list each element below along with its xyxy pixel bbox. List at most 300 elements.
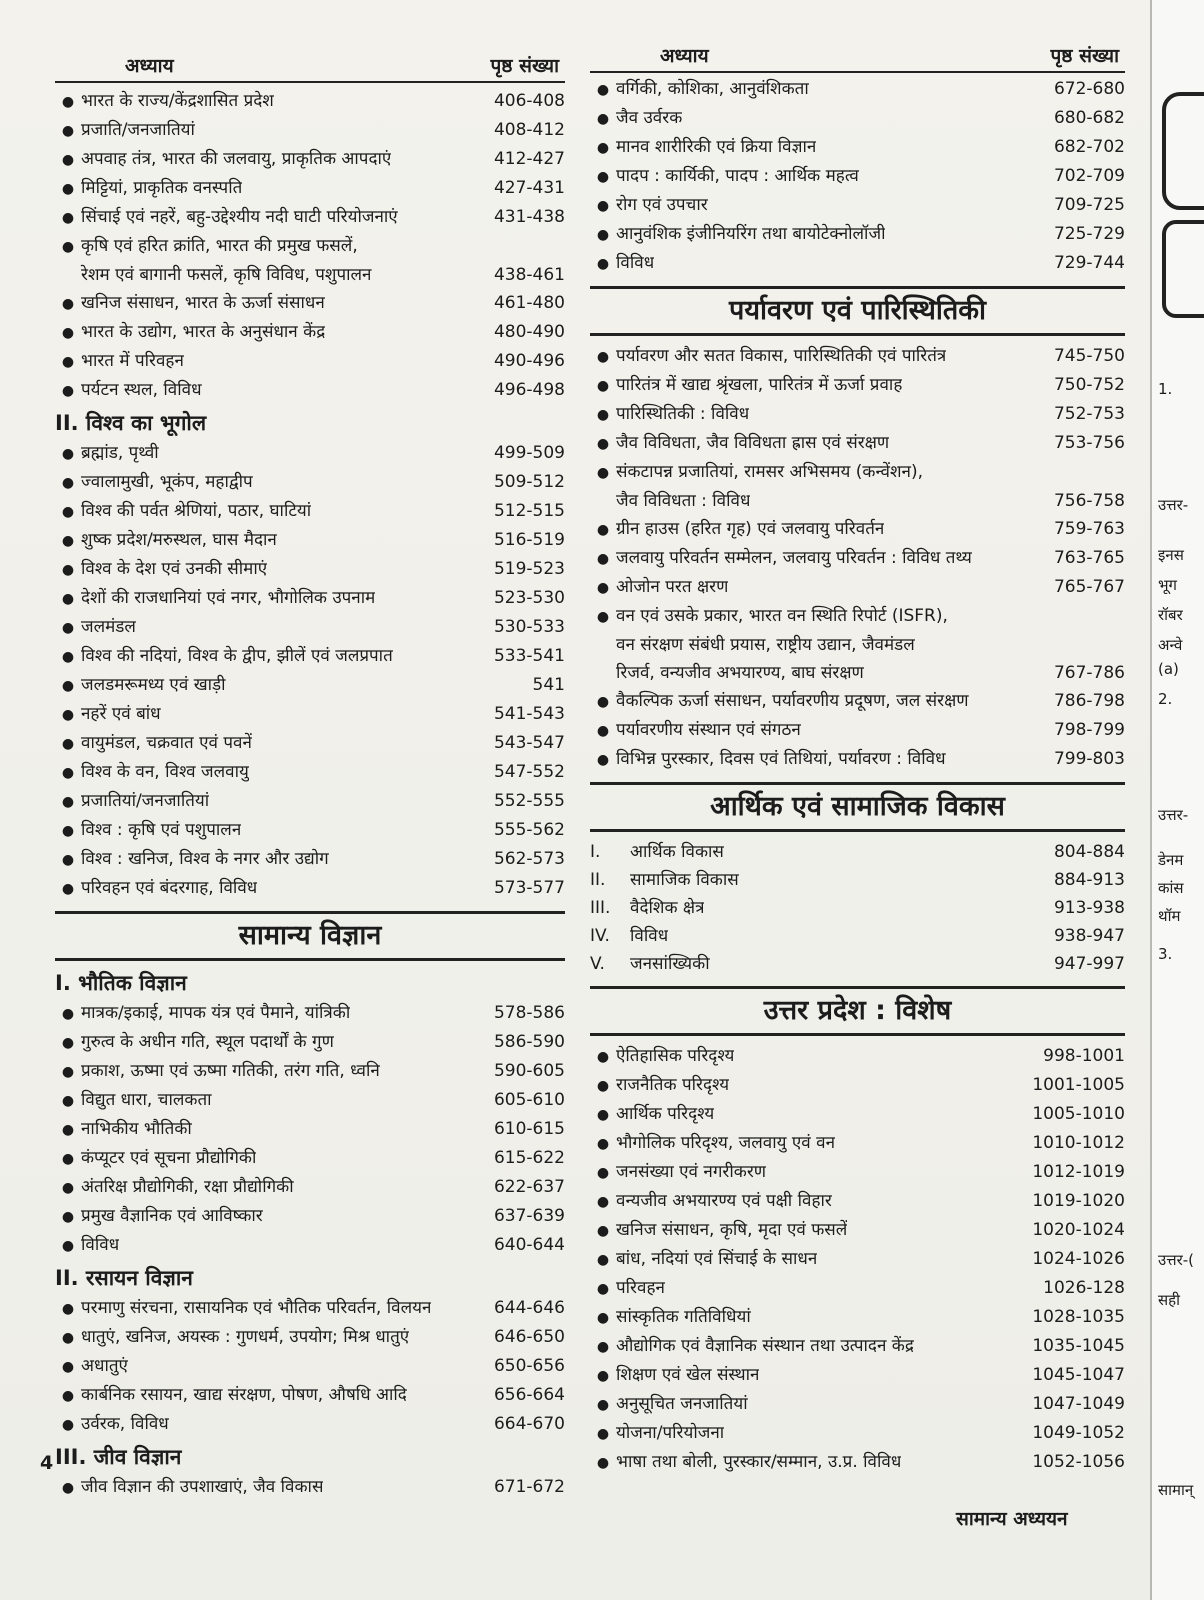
entry-page-range: 702-709 — [1053, 166, 1125, 186]
edge-text-fragment: रॉबर — [1158, 606, 1183, 624]
entry-label: गुरुत्व के अधीन गति, स्थूल पदार्थों के गुण — [81, 1032, 334, 1052]
bullet-icon: ● — [596, 227, 610, 243]
entry-page-range: 615-622 — [493, 1148, 565, 1168]
toc-entry — [55, 116, 565, 145]
entry-label: भारत के उद्योग, भारत के अनुसंधान केंद्र — [81, 322, 326, 342]
toc-entry — [55, 497, 565, 526]
bullet-icon: ● — [596, 522, 610, 538]
toc-entry — [55, 613, 565, 642]
bullet-icon: ● — [61, 446, 75, 462]
entry-label: खनिज संसाधन, कृषि, मृदा एवं फसलें — [616, 1220, 848, 1240]
entry-label: पारितंत्र में खाद्य श्रृंखला, पारितंत्र में ऊर्जा प्रवाह — [616, 375, 903, 395]
entry-label: ऐतिहासिक परिदृश्य — [616, 1046, 735, 1066]
toc-entry — [55, 1202, 565, 1231]
entry-page-range: 672-680 — [1053, 79, 1125, 99]
bullet-icon: ● — [61, 736, 75, 752]
toc-entry — [590, 162, 1125, 191]
entry-page-range: 1035-1045 — [1032, 1336, 1125, 1356]
entry-page-range: 523-530 — [493, 588, 565, 608]
entry-label: जीव विज्ञान की उपशाखाएं, जैव विकास — [81, 1477, 324, 1497]
entry-page-range: 516-519 — [493, 530, 565, 550]
bullet-icon: ● — [61, 765, 75, 781]
entry-page-range: 408-412 — [493, 120, 565, 140]
entry-page-range: 644-646 — [493, 1298, 565, 1318]
entry-label: सांस्कृतिक गतिविधियां — [616, 1307, 751, 1327]
bullet-icon: ● — [596, 1194, 610, 1210]
toc-entry — [55, 1231, 565, 1260]
entry-label: जनसंख्या एवं नगरीकरण — [616, 1162, 767, 1182]
entry-page-range: 637-639 — [493, 1206, 565, 1226]
entry-label: मिट्टियां, प्राकृतिक वनस्पति — [81, 178, 243, 198]
entry-page-range: 1010-1012 — [1032, 1133, 1125, 1153]
entry-label: विश्व की पर्वत श्रेणियां, पठार, घाटियां — [81, 501, 312, 521]
entry-label: ग्रीन हाउस (हरित गृह) एवं जलवायु परिवर्तन — [616, 519, 885, 539]
entry-label: कंप्यूटर एवं सूचना प्रौद्योगिकी — [81, 1148, 257, 1168]
bullet-icon: ● — [61, 1006, 75, 1022]
bullet-icon: ● — [61, 852, 75, 868]
bullet-icon: ● — [596, 1397, 610, 1413]
toc-entry — [55, 700, 565, 729]
entry-page-range: 586-590 — [493, 1032, 565, 1052]
entry-label: प्रजातियां/जनजातियां — [81, 791, 210, 811]
india-geography-list — [55, 87, 565, 405]
bullet-icon: ● — [596, 140, 610, 156]
edge-text-fragment: भूग — [1158, 576, 1177, 594]
bullet-icon: ● — [596, 436, 610, 452]
entry-label: विविध — [630, 926, 669, 946]
entry-page-range: 533-541 — [493, 646, 565, 666]
entry-page-range: 1024-1026 — [1032, 1249, 1125, 1269]
entry-page-range: 656-664 — [493, 1385, 565, 1405]
roman-numeral: V. — [590, 954, 605, 974]
entry-page-range: 1019-1020 — [1032, 1191, 1125, 1211]
environment-list — [590, 342, 1125, 774]
edge-text-fragment: 1. — [1158, 380, 1173, 398]
economic-social-banner: आर्थिक एवं सामाजिक विकास — [590, 782, 1125, 832]
footer-title: सामान्य अध्ययन — [956, 1508, 1068, 1530]
entry-label: जैव उर्वरक — [616, 108, 683, 128]
toc-entry — [55, 439, 565, 468]
entry-label: पर्यावरणीय संस्थान एवं संगठन — [616, 720, 801, 740]
entry-label: सामाजिक विकास — [630, 870, 739, 890]
entry-page-range: 438-461 — [493, 265, 565, 285]
entry-page-range: 798-799 — [1053, 720, 1125, 740]
entry-label: औद्योगिक एवं वैज्ञानिक संस्थान तथा उत्पादन केंद्र — [616, 1336, 914, 1356]
bullet-icon: ● — [596, 609, 610, 625]
entry-label: आर्थिक विकास — [630, 842, 724, 862]
edge-text-fragment: 2. — [1158, 690, 1173, 708]
bullet-icon: ● — [61, 94, 75, 110]
entry-page-range: 759-763 — [1053, 519, 1125, 539]
uttar-pradesh-list — [590, 1042, 1125, 1477]
bullet-icon: ● — [596, 111, 610, 127]
bullet-icon: ● — [596, 551, 610, 567]
edge-text-fragment: अन्वे — [1158, 636, 1183, 654]
toc-entry — [55, 145, 565, 174]
entry-label: राजनैतिक परिदृश्य — [616, 1075, 730, 1095]
bullet-icon: ● — [596, 198, 610, 214]
entry-page-range: 555-562 — [493, 820, 565, 840]
edge-text-fragment: डेनम — [1158, 851, 1184, 869]
entry-page-range: 671-672 — [493, 1477, 565, 1497]
toc-entry — [55, 758, 565, 787]
entry-label: बांध, नदियां एवं सिंचाई के साधन — [616, 1249, 818, 1269]
entry-label: नाभिकीय भौतिकी — [81, 1119, 192, 1139]
toc-entry — [55, 526, 565, 555]
entry-label: भारत में परिवहन — [81, 351, 184, 371]
bullet-icon: ● — [596, 1078, 610, 1094]
entry-page-range: 947-997 — [1053, 954, 1125, 974]
general-science-banner: सामान्य विज्ञान — [55, 911, 565, 961]
bullet-icon: ● — [61, 1388, 75, 1404]
entry-label: विश्व की नदियां, विश्व के द्वीप, झीलें एवं जलप्रपात — [81, 646, 393, 666]
entry-label: सिंचाई एवं नहरें, बहु-उद्देश्यीय नदी घाटी परियोजनाएं — [81, 207, 398, 227]
toc-entry — [590, 544, 1125, 573]
bullet-icon: ● — [61, 794, 75, 810]
bullet-icon: ● — [596, 1368, 610, 1384]
entry-label: जलमंडल — [81, 617, 136, 637]
entry-label: मात्रक/इकाई, मापक यंत्र एवं पैमाने, यांत्रिकी — [81, 1003, 351, 1023]
edge-text-fragment: उत्तर-( — [1158, 1251, 1194, 1269]
entry-label: संकटापन्न प्रजातियां, रामसर अभिसमय (कन्वेंशन), — [616, 462, 924, 482]
page-header: पृष्ठ संख्या — [490, 55, 559, 77]
toc-entry — [590, 1332, 1125, 1361]
entry-label: देशों की राजधानियां एवं नगर, भौगोलिक उपनाम — [81, 588, 376, 608]
bullet-icon: ● — [61, 383, 75, 399]
page-header: पृष्ठ संख्या — [1050, 45, 1119, 67]
roman-numeral: I. — [590, 842, 601, 862]
bullet-icon: ● — [61, 823, 75, 839]
toc-entry — [55, 1144, 565, 1173]
entry-label: वर्गिकी, कोशिका, आनुवंशिकता — [616, 79, 809, 99]
entry-label: आनुवंशिक इंजीनियरिंग तथा बायोटेक्नोलॉजी — [616, 224, 886, 244]
entry-label: जलडमरूमध्य एवं खाड़ी — [81, 675, 226, 695]
entry-label: जैव विविधता : विविध — [616, 491, 751, 511]
toc-entry — [590, 1129, 1125, 1158]
entry-page-range: 763-765 — [1053, 548, 1125, 568]
toc-entry — [590, 371, 1125, 400]
edge-text-fragment: 3. — [1158, 945, 1173, 963]
bullet-icon: ● — [61, 620, 75, 636]
entry-page-range: 1005-1010 — [1032, 1104, 1125, 1124]
toc-entry — [590, 429, 1125, 458]
right-column-header — [590, 42, 1125, 73]
bullet-icon: ● — [596, 378, 610, 394]
edge-text-fragment: सही — [1158, 1291, 1180, 1309]
entry-label: भौगोलिक परिदृश्य, जलवायु एवं वन — [616, 1133, 836, 1153]
toc-entry — [55, 376, 565, 405]
bullet-icon: ● — [596, 1455, 610, 1471]
entry-page-range: 1045-1047 — [1032, 1365, 1125, 1385]
bullet-icon: ● — [61, 181, 75, 197]
toc-entry — [55, 1057, 565, 1086]
bullet-icon: ● — [61, 123, 75, 139]
world-geography-title: II. विश्व का भूगोल — [55, 411, 207, 435]
entry-page-range: 509-512 — [493, 472, 565, 492]
entry-page-range: 680-682 — [1053, 108, 1125, 128]
entry-page-range: 765-767 — [1053, 577, 1125, 597]
entry-label: पर्यावरण और सतत विकास, पारिस्थितिकी एवं पारितंत्र — [616, 346, 947, 366]
bullet-icon: ● — [61, 210, 75, 226]
toc-entry — [590, 1274, 1125, 1303]
toc-entry — [55, 1381, 565, 1410]
entry-label: विश्व : खनिज, विश्व के नगर और उद्योग — [81, 849, 329, 869]
bullet-icon: ● — [61, 1035, 75, 1051]
entry-label: परमाणु संरचना, रासायनिक एवं भौतिक परिवर्तन, विलयन — [81, 1298, 432, 1318]
bullet-icon: ● — [61, 1330, 75, 1346]
economic-social-list — [590, 838, 1125, 978]
entry-page-range: 752-753 — [1053, 404, 1125, 424]
toc-entry — [590, 1158, 1125, 1187]
entry-label: विविध — [81, 1235, 120, 1255]
toc-entry — [55, 87, 565, 116]
toc-entry — [55, 1028, 565, 1057]
bullet-icon: ● — [596, 1165, 610, 1181]
entry-page-range: 541-543 — [493, 704, 565, 724]
entry-page-range: 640-644 — [493, 1235, 565, 1255]
toc-entry — [55, 1352, 565, 1381]
biology-continued-list — [590, 75, 1125, 278]
entry-label: मानव शारीरिकी एवं क्रिया विज्ञान — [616, 137, 817, 157]
entry-label: उर्वरक, विविध — [81, 1414, 169, 1434]
bullet-icon: ● — [61, 1301, 75, 1317]
bullet-icon: ● — [61, 152, 75, 168]
entry-label: पादप : कार्यिकी, पादप : आर्थिक महत्व — [616, 166, 859, 186]
physics-list — [55, 999, 565, 1260]
toc-entry — [590, 1100, 1125, 1129]
entry-label: धातुएं, खनिज, अयस्क : गुणधर्म, उपयोग; मिश्र धातुएं — [81, 1327, 410, 1347]
toc-entry — [55, 174, 565, 203]
entry-page-range: 725-729 — [1053, 224, 1125, 244]
entry-label: ज्वालामुखी, भूकंप, महाद्वीप — [81, 472, 253, 492]
entry-label: जनसांख्यिकी — [630, 954, 710, 974]
toc-entry — [55, 1410, 565, 1439]
toc-entry — [55, 642, 565, 671]
bullet-icon: ● — [596, 1223, 610, 1239]
toc-entry — [590, 515, 1125, 544]
edge-text-fragment: इनस — [1158, 546, 1184, 564]
entry-label: योजना/परियोजना — [616, 1423, 725, 1443]
edge-text-fragment: उत्तर- — [1158, 496, 1189, 514]
bullet-icon: ● — [596, 349, 610, 365]
adjacent-page-edge — [1150, 0, 1204, 1600]
bullet-icon: ● — [61, 1238, 75, 1254]
entry-label: वैकल्पिक ऊर्जा संसाधन, पर्यावरणीय प्रदूषण, जल संरक्षण — [616, 691, 969, 711]
bullet-icon: ● — [61, 533, 75, 549]
entry-page-range: 767-786 — [1053, 663, 1125, 683]
toc-entry — [55, 1086, 565, 1115]
entry-page-range: 490-496 — [493, 351, 565, 371]
bullet-icon: ● — [596, 1136, 610, 1152]
entry-page-range: 799-803 — [1053, 749, 1125, 769]
bullet-icon: ● — [596, 1339, 610, 1355]
entry-label: विविध — [616, 253, 655, 273]
edge-text-fragment: उत्तर- — [1158, 806, 1189, 824]
entry-label: भारत के राज्य/केंद्रशासित प्रदेश — [81, 91, 274, 111]
entry-label: विश्व : कृषि एवं पशुपालन — [81, 820, 242, 840]
toc-entry — [590, 1245, 1125, 1274]
entry-page-range: 756-758 — [1053, 491, 1125, 511]
environment-banner: पर्यावरण एवं पारिस्थितिकी — [590, 286, 1125, 336]
bullet-icon: ● — [61, 239, 75, 255]
toc-entry — [55, 1323, 565, 1352]
entry-page-range: 590-605 — [493, 1061, 565, 1081]
toc-entry — [590, 922, 1125, 950]
entry-label: अपवाह तंत्र, भारत की जलवायु, प्राकृतिक आपदाएं — [81, 149, 392, 169]
bullet-icon: ● — [61, 1417, 75, 1433]
toc-entry — [55, 289, 565, 318]
entry-label: कृषि एवं हरित क्रांति, भारत की प्रमुख फसलें, — [81, 236, 358, 256]
bullet-icon: ● — [61, 1064, 75, 1080]
bullet-icon: ● — [61, 475, 75, 491]
frame-shape — [1162, 92, 1204, 210]
entry-page-range: 753-756 — [1053, 433, 1125, 453]
toc-entry — [590, 1042, 1125, 1071]
entry-page-range: 998-1001 — [1043, 1046, 1125, 1066]
entry-page-range: 1012-1019 — [1032, 1162, 1125, 1182]
entry-label: शिक्षण एवं खेल संस्थान — [616, 1365, 760, 1385]
entry-label: पारिस्थितिकी : विविध — [616, 404, 750, 424]
entry-label: रोग एवं उपचार — [616, 195, 708, 215]
entry-page-range: 1052-1056 — [1032, 1452, 1125, 1472]
toc-entry — [590, 1303, 1125, 1332]
bullet-icon: ● — [61, 1209, 75, 1225]
entry-label: परिवहन — [616, 1278, 665, 1298]
entry-label: कार्बनिक रसायन, खाद्य संरक्षण, पोषण, औषधि आदि — [81, 1385, 407, 1405]
entry-label: विद्युत धारा, चालकता — [81, 1090, 212, 1110]
physics-title: I. भौतिक विज्ञान — [55, 971, 187, 995]
entry-page-range: 496-498 — [493, 380, 565, 400]
bullet-icon: ● — [61, 1180, 75, 1196]
toc-entry — [55, 203, 565, 232]
bullet-icon: ● — [61, 354, 75, 370]
bullet-icon: ● — [61, 881, 75, 897]
edge-text-fragment: (a) — [1158, 660, 1179, 678]
entry-label: विश्व के वन, विश्व जलवायु — [81, 762, 249, 782]
toc-entry — [55, 671, 565, 700]
toc-entry — [590, 1361, 1125, 1390]
entry-page-range: 427-431 — [493, 178, 565, 198]
toc-entry — [55, 584, 565, 613]
biology-title: III. जीव विज्ञान — [55, 1445, 182, 1469]
left-column-header — [55, 52, 565, 83]
toc-entry — [55, 1294, 565, 1323]
entry-page-range: 682-702 — [1053, 137, 1125, 157]
entry-page-range: 804-884 — [1053, 842, 1125, 862]
entry-page-range: 499-509 — [493, 443, 565, 463]
entry-page-range: 650-656 — [493, 1356, 565, 1376]
toc-entry — [590, 400, 1125, 429]
toc-entry — [55, 999, 565, 1028]
entry-page-range: 664-670 — [493, 1414, 565, 1434]
bullet-icon: ● — [61, 1480, 75, 1496]
toc-entry — [590, 1216, 1125, 1245]
left-column — [55, 0, 565, 1502]
bullet-icon: ● — [596, 407, 610, 423]
entry-label: विभिन्न पुरस्कार, दिवस एवं तिथियां, पर्यावरण : विविध — [616, 749, 946, 769]
toc-entry — [590, 950, 1125, 978]
entry-page-range: 461-480 — [493, 293, 565, 313]
entry-page-range: 1028-1035 — [1032, 1307, 1125, 1327]
roman-numeral: II. — [590, 870, 606, 890]
toc-entry — [55, 347, 565, 376]
bullet-icon: ● — [596, 256, 610, 272]
entry-page-range: 605-610 — [493, 1090, 565, 1110]
bullet-icon: ● — [61, 649, 75, 665]
entry-page-range: 578-586 — [493, 1003, 565, 1023]
toc-entry — [55, 1173, 565, 1202]
entry-page-range: 412-427 — [493, 149, 565, 169]
toc-entry — [590, 894, 1125, 922]
entry-page-range: 1049-1052 — [1032, 1423, 1125, 1443]
bullet-icon: ● — [596, 694, 610, 710]
toc-entry — [590, 631, 1125, 659]
bullet-icon: ● — [596, 1107, 610, 1123]
entry-label: प्रजाति/जनजातियां — [81, 120, 195, 140]
toc-entry — [590, 220, 1125, 249]
roman-numeral: IV. — [590, 926, 610, 946]
entry-page-range: 573-577 — [493, 878, 565, 898]
entry-label: ब्रह्मांड, पृथ्वी — [81, 443, 159, 463]
chemistry-title: II. रसायन विज्ञान — [55, 1266, 193, 1290]
entry-label: रेशम एवं बागानी फसलें, कृषि विविध, पशुपालन — [81, 265, 372, 285]
entry-page-range: 541 — [532, 675, 565, 695]
chapter-header: अध्याय — [660, 45, 709, 67]
toc-entry — [590, 687, 1125, 716]
entry-page-range: 480-490 — [493, 322, 565, 342]
bullet-icon: ● — [61, 678, 75, 694]
toc-entry — [590, 249, 1125, 278]
entry-page-range: 729-744 — [1053, 253, 1125, 273]
toc-entry — [55, 468, 565, 497]
edge-text-fragment: थॉम — [1158, 907, 1181, 925]
bullet-icon: ● — [61, 1093, 75, 1109]
bullet-icon: ● — [61, 504, 75, 520]
entry-label: वायुमंडल, चक्रवात एवं पवनें — [81, 733, 252, 753]
toc-entry — [590, 716, 1125, 745]
entry-label: परिवहन एवं बंदरगाह, विविध — [81, 878, 258, 898]
entry-page-range: 1020-1024 — [1032, 1220, 1125, 1240]
entry-label: खनिज संसाधन, भारत के ऊर्जा संसाधन — [81, 293, 325, 313]
roman-numeral: III. — [590, 898, 611, 918]
toc-entry — [590, 659, 1125, 687]
chemistry-list — [55, 1294, 565, 1439]
entry-label: वन संरक्षण संबंधी प्रयास, राष्ट्रीय उद्यान, जैवमंडल — [616, 635, 915, 655]
entry-label: पर्यटन स्थल, विविध — [81, 380, 202, 400]
bullet-icon: ● — [596, 82, 610, 98]
biology-list — [55, 1473, 565, 1502]
entry-page-range: 1001-1005 — [1032, 1075, 1125, 1095]
bullet-icon: ● — [61, 325, 75, 341]
bullet-icon: ● — [61, 1359, 75, 1375]
toc-entry — [55, 816, 565, 845]
entry-label: प्रमुख वैज्ञानिक एवं आविष्कार — [81, 1206, 263, 1226]
toc-entry — [590, 1448, 1125, 1477]
entry-page-range: 610-615 — [493, 1119, 565, 1139]
bullet-icon: ● — [61, 1122, 75, 1138]
entry-page-range: 543-547 — [493, 733, 565, 753]
bullet-icon: ● — [596, 1281, 610, 1297]
entry-label: विश्व के देश एवं उनकी सीमाएं — [81, 559, 268, 579]
bullet-icon: ● — [596, 1426, 610, 1442]
page-number: 4 — [40, 1452, 54, 1474]
frame-shape — [1162, 220, 1204, 318]
entry-label: वैदेशिक क्षेत्र — [630, 898, 705, 918]
toc-entry — [590, 342, 1125, 371]
entry-page-range: 884-913 — [1053, 870, 1125, 890]
toc-entry — [55, 261, 565, 289]
entry-label: शुष्क प्रदेश/मरुस्थल, घास मैदान — [81, 530, 277, 550]
